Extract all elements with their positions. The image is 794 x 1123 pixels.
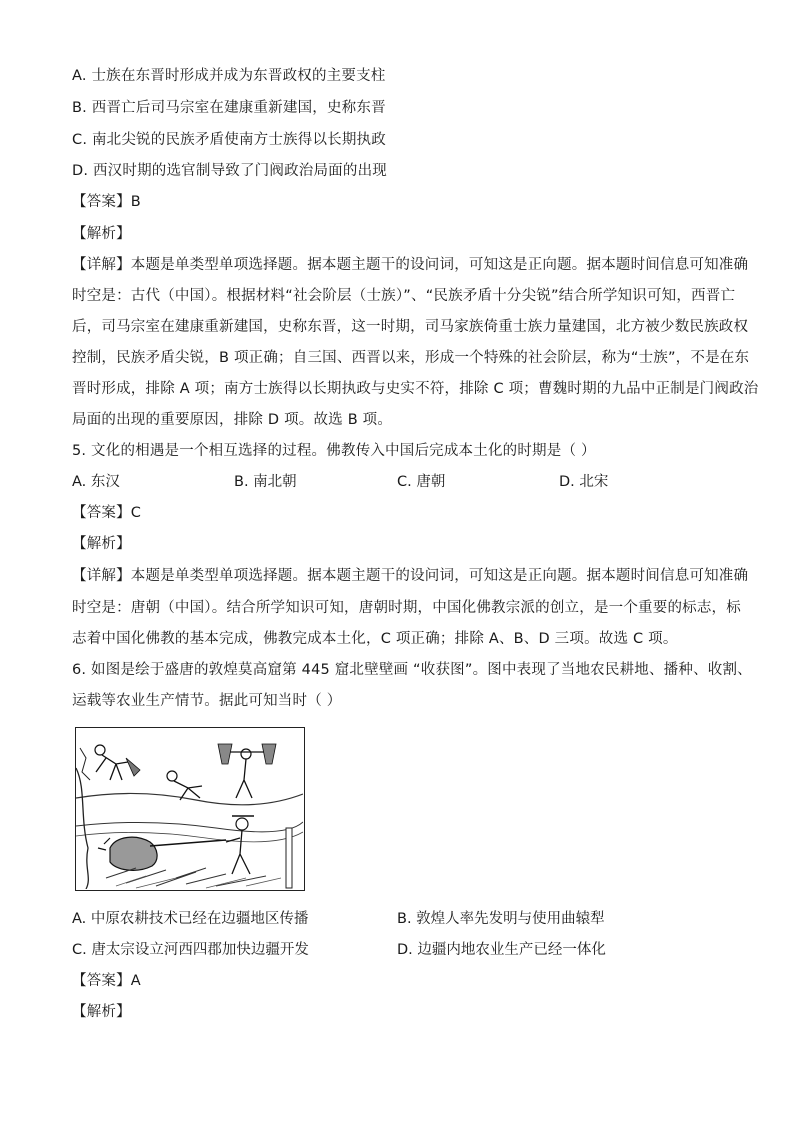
q4-detail-line: 时空是：古代（中国）。根据材料“社会阶层（士族）”、“民族矛盾十分尖锐”结合所学知识可知，西晋亡 (72, 288, 736, 304)
harvest-mural-image (75, 727, 305, 891)
q4-detail-line: 局面的出现的重要原因，排除 D 项。故选 B 项。 (72, 412, 393, 428)
q6-option-c: C. 唐太宗设立河西四郡加快边疆开发 (72, 942, 309, 958)
q4-answer: 【答案】B (72, 194, 141, 210)
q6-analysis-label: 【解析】 (72, 1004, 131, 1020)
q6-stem-line: 6. 如图是绘于盛唐的敦煌莫高窟第 445 窟北壁壁画 “收获图”。图中表现了当地农民耕地、播种、收割、 (72, 662, 752, 678)
q4-detail-line: 控制，民族矛盾尖锐，B 项正确；自三国、西晋以来，形成一个特殊的社会阶层，称为“士族”，不是在东 (72, 350, 750, 366)
q5-detail-line: 【详解】本题是单类型单项选择题。据本题主题干的设问词，可知这是正向题。据本题时间信息可知准确 (72, 568, 749, 584)
q6-option-d: D. 边疆内地农业生产已经一体化 (397, 942, 606, 958)
q4-option-a: A. 士族在东晋时形成并成为东晋政权的主要支柱 (72, 68, 386, 84)
q4-option-d: D. 西汉时期的选官制导致了门阀政治局面的出现 (72, 163, 387, 179)
q5-option-d: D. 北宋 (559, 474, 609, 490)
q4-detail-line: 【详解】本题是单类型单项选择题。据本题主题干的设问词，可知这是正向题。据本题时间信息可知准确 (72, 257, 749, 273)
q5-answer: 【答案】C (72, 505, 142, 521)
q5-option-b: B. 南北朝 (234, 474, 297, 490)
q5-analysis-label: 【解析】 (72, 536, 131, 552)
q4-analysis-label: 【解析】 (72, 226, 131, 242)
q4-option-b: B. 西晋亡后司马宗室在建康重新建国，史称东晋 (72, 100, 386, 116)
q5-detail-line: 志着中国化佛教的基本完成，佛教完成本土化，C 项正确；排除 A、B、D 三项。故选 C 项。 (72, 631, 678, 647)
q6-answer: 【答案】A (72, 973, 141, 989)
q5-option-a: A. 东汉 (72, 474, 120, 490)
q6-option-b: B. 敦煌人率先发明与使用曲辕犁 (397, 911, 605, 927)
q5-detail-line: 时空是：唐朝（中国）。结合所学知识可知，唐朝时期，中国化佛教宗派的创立，是一个重要的标志，标 (72, 600, 741, 616)
q4-detail-line: 晋时形成，排除 A 项；南方士族得以长期执政与史实不符，排除 C 项；曹魏时期的九品中正制是门阀政治 (72, 381, 759, 397)
q6-option-a: A. 中原农耕技术已经在边疆地区传播 (72, 911, 309, 927)
q5-stem: 5. 文化的相遇是一个相互选择的过程。佛教传入中国后完成本土化的时期是（ ） (72, 443, 596, 459)
q4-option-c: C. 南北尖锐的民族矛盾使南方士族得以长期执政 (72, 132, 386, 148)
q5-option-c: C. 唐朝 (397, 474, 446, 490)
q4-detail-line: 后，司马宗室在建康重新建国，史称东晋，这一时期，司马家族倚重士族力量建国，北方被少数民族政权 (72, 319, 749, 335)
q6-stem-line: 运载等农业生产情节。据此可知当时（ ） (72, 693, 342, 709)
